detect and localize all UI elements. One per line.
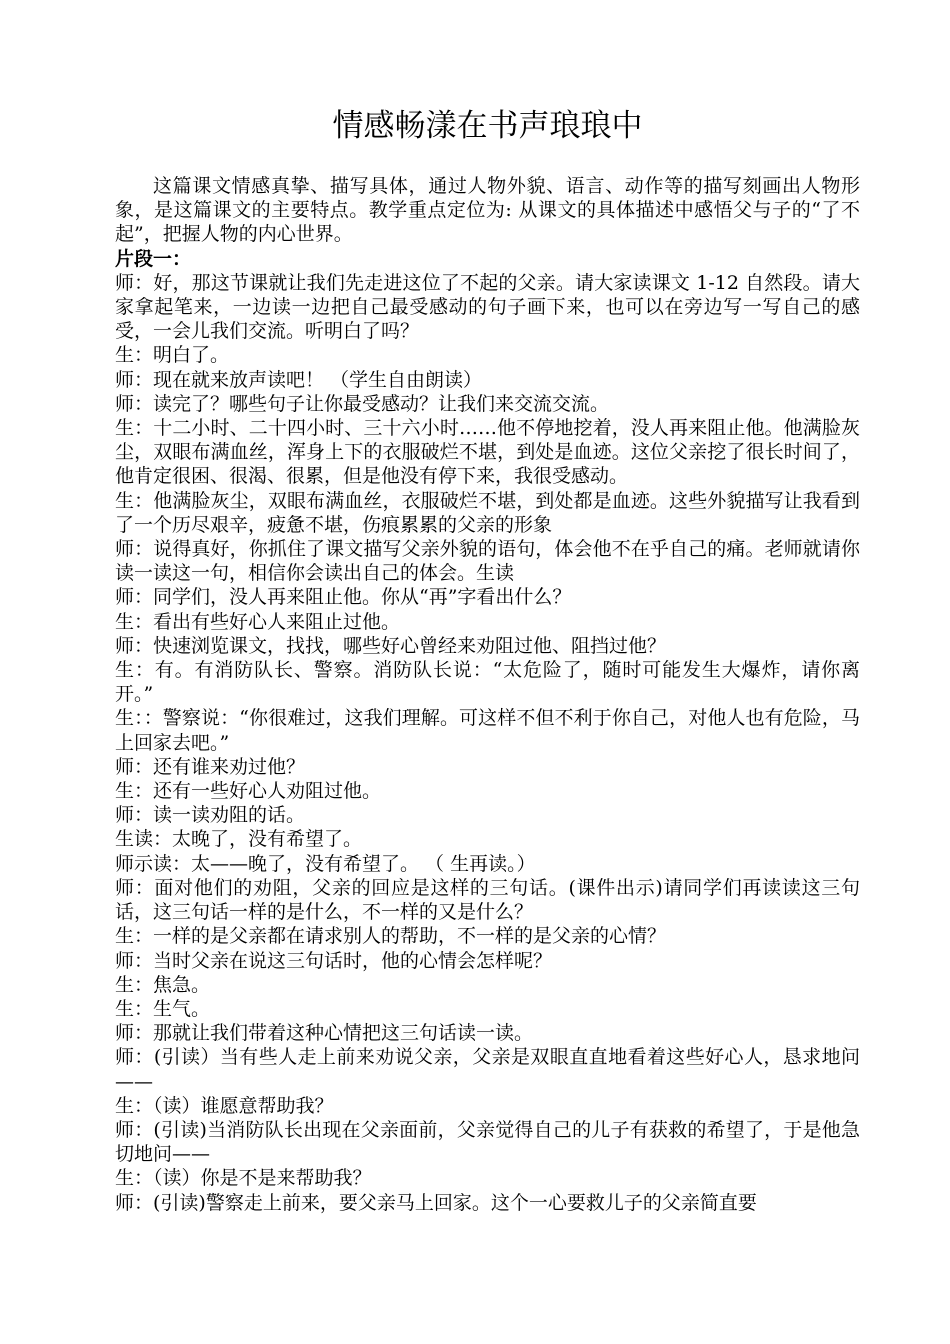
document-title: 情感畅漾在书声琅琅中 [332, 108, 643, 144]
dialogue-line: 生读：太晚了，没有希望了。 [115, 828, 363, 851]
dialogue-line: 生：十二小时、二十四小时、三十六小时……他不停地挖着，没人再来阻止他。他满脸灰尘，双眼布满血丝，浑身上下的衣服破烂不堪，到处是血迹。这位父亲挖了很长时间了，他肯定很困、很渴、很累，但是他没有停下来，我很受感动。 [115, 417, 860, 488]
dialogue-line: 师：好，那这节课就让我们先走进这位了不起的父亲。请大家读课文 1-12 自然段。请大家拿起笔来，一边读一边把自己最受感动的句子画下来，也可以在旁边写一写自己的感受，一会儿我们交流。听明白了吗？ [115, 271, 860, 343]
dialogue-line: 师：同学们，没人再来阻止他。你从“再”字看出什么？ [115, 586, 572, 609]
dialogue-line: 师：(引读）当有些人走上前来劝说父亲，父亲是双眼直直地看着这些好心人，恳求地问—— [115, 1046, 860, 1093]
dialogue-line: 生：焦急。 [115, 973, 211, 996]
dialogue-line: 生：有。有消防队长、警察。消防队长说：“太危险了，随时可能发生大爆炸，请你离开。” [115, 659, 860, 706]
dialogue-line: 师：(引读)警察走上前来，要父亲马上回家。这个一心要救儿子的父亲简直要 [115, 1191, 757, 1214]
dialogue-line: 生：明白了。 [115, 344, 230, 367]
dialogue-line: 师：还有谁来劝过他？ [115, 755, 306, 778]
section-heading: 片段一： [115, 247, 192, 270]
dialogue-line: 师：读一读劝阻的话。 [115, 804, 306, 827]
dialogue-line: 生：他满脸灰尘，双眼布满血丝，衣服破烂不堪，到处都是血迹。这些外貌描写让我看到了一个历尽艰辛，疲惫不堪，伤痕累累的父亲的形象 [115, 489, 860, 536]
dialogue-line: 生：（读）谁愿意帮助我？ [115, 1094, 334, 1117]
dialogue-line: 师：那就让我们带着这种心情把这三句话读一读。 [115, 1022, 534, 1045]
dialogue-line: 生：：警察说：“你很难过，这我们理解。可这样不但不利于你自己，对他人也有危险，马上回家去吧。” [115, 707, 860, 754]
dialogue-lines [115, 271, 860, 1215]
dialogue-line: 生：（读）你是不是来帮助我？ [115, 1167, 372, 1190]
dialogue-line: 师：快速浏览课文，找找，哪些好心曾经来劝阻过他、阻挡过他？ [115, 634, 667, 657]
dialogue-line: 生：生气。 [115, 997, 211, 1020]
dialogue-line: 师示读：太——晚了，没有希望了。 （ 生再读。） [115, 852, 536, 875]
dialogue-line: 师：现在就来放声读吧！ （学生自由朗读） [115, 368, 483, 391]
dialogue-line: 师：当时父亲在说这三句话时，他的心情会怎样呢？ [115, 949, 553, 972]
document-body [115, 174, 860, 1215]
dialogue-line: 师：说得真好，你抓住了课文描写父亲外貌的语句，体会他不在乎自己的痛。老师就请你读一读这一句，相信你会读出自己的体会。生读 [115, 538, 860, 585]
intro-paragraph: 这篇课文情感真挚、描写具体，通过人物外貌、语言、动作等的描写刻画出人物形象，是这篇课文的主要特点。教学重点定位为: 从课文的具体描述中感悟父与子的“了不起”，把握人物的内心世界。 [115, 175, 860, 246]
dialogue-line: 师：读完了？哪些句子让你最受感动？让我们来交流交流。 [115, 392, 610, 415]
dialogue-line: 师：(引读)当消防队长出现在父亲面前，父亲觉得自己的儿子有获救的希望了，于是他急切地问—— [115, 1118, 860, 1166]
dialogue-line: 生：还有一些好心人劝阻过他。 [115, 780, 382, 803]
dialogue-line: 生：一样的是父亲都在请求别人的帮助，不一样的是父亲的心情？ [115, 925, 667, 948]
dialogue-line: 生：看出有些好心人来阻止过他。 [115, 610, 401, 633]
dialogue-line: 师：面对他们的劝阻，父亲的回应是这样的三句话。(课件出示)请同学们再读读这三句话，这三句话一样的是什么，不一样的又是什么？ [115, 876, 860, 924]
